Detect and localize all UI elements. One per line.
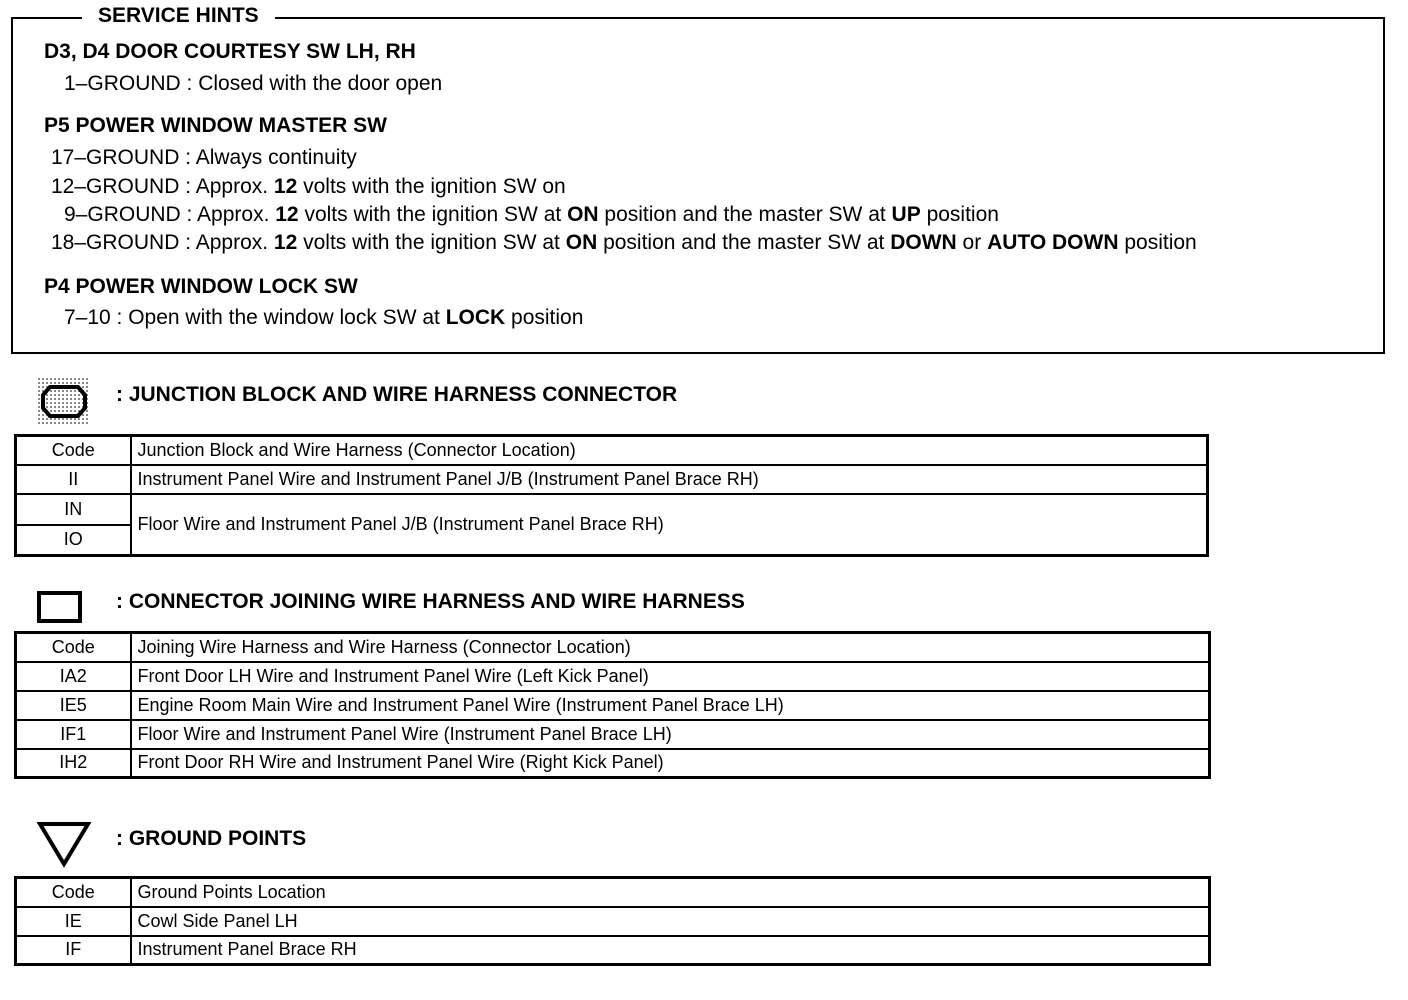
code-cell: II [16,465,131,494]
location-header: Junction Block and Wire Harness (Connector Location) [131,436,1208,465]
location-cell: Floor Wire and Instrument Panel Wire (Instrument Panel Brace LH) [131,720,1210,749]
junction-block-icon [38,378,90,424]
hint-line [51,146,357,170]
hint-text: or [956,231,988,254]
hint-text: 1–GROUND : Closed with the door open [64,72,443,95]
hint-heading-door-courtesy: D3, D4 DOOR COURTESY SW LH, RH [44,40,416,63]
hint-text: 9–GROUND : Approx. [64,203,276,226]
code-header: Code [16,436,131,465]
table-header-row [16,633,1210,662]
hint-text: position and the master SW at [597,231,891,254]
code-cell: IN [16,494,131,525]
hint-text: 18–GROUND : Approx. [51,231,274,254]
table-row [16,494,1208,525]
table-row [16,662,1210,691]
ground-table [14,876,1211,966]
hint-emphasis: ON [565,231,598,254]
table-row [16,465,1208,494]
code-header: Code [16,633,131,662]
junction-table [14,434,1209,557]
code-cell: IH2 [16,749,131,778]
table-row [16,691,1210,720]
hint-emphasis: 12 [273,231,298,254]
code-cell: IF1 [16,720,131,749]
hint-text: position [1118,231,1197,254]
hint-line [64,72,442,96]
hint-emphasis: 12 [275,203,299,226]
code-cell: IA2 [16,662,131,691]
table-header-row [16,878,1210,907]
hint-heading-master-sw: P5 POWER WINDOW MASTER SW [44,114,387,137]
hint-text: volts with the ignition SW at [297,231,566,254]
hint-emphasis: DOWN [890,231,957,254]
hint-text: position and the master SW at [598,203,892,226]
table-row [16,907,1210,936]
hint-text: 7–10 : Open with the window lock SW at [64,306,446,329]
table-row [16,749,1210,778]
location-cell: Engine Room Main Wire and Instrument Panel Wire (Instrument Panel Brace LH) [131,691,1210,720]
hint-emphasis: 12 [273,175,298,198]
ground-triangle-icon [37,820,91,868]
code-header: Code [16,878,131,907]
hint-emphasis: LOCK [445,306,506,329]
hint-heading-lock-sw: P4 POWER WINDOW LOCK SW [44,275,358,298]
hint-line [64,306,583,330]
hint-text: 12–GROUND : Approx. [51,175,274,198]
hint-text: volts with the ignition SW at [298,203,568,226]
hint-emphasis: ON [567,203,599,226]
hint-text: position [505,306,584,329]
location-cell: Cowl Side Panel LH [131,907,1210,936]
code-cell: IO [16,525,131,556]
table-header-row [16,436,1208,465]
hint-text: 17–GROUND : Always continuity [51,146,357,169]
code-cell: IE [16,907,131,936]
hint-line [51,231,1197,255]
joining-legend-title: : CONNECTOR JOINING WIRE HARNESS AND WIRE HARNESS [116,590,745,613]
location-cell: Instrument Panel Brace RH [131,936,1210,965]
location-header: Joining Wire Harness and Wire Harness (Connector Location) [131,633,1210,662]
hint-line [64,203,999,227]
location-cell: Floor Wire and Instrument Panel J/B (Instrument Panel Brace RH) [131,494,1208,556]
table-row [16,936,1210,965]
hint-emphasis: UP [891,203,921,226]
hint-emphasis: AUTO DOWN [987,231,1119,254]
location-cell: Front Door LH Wire and Instrument Panel Wire (Left Kick Panel) [131,662,1210,691]
hint-text: volts with the ignition SW on [297,175,566,198]
joining-table [14,631,1211,779]
code-cell: IF [16,936,131,965]
junction-legend-title: : JUNCTION BLOCK AND WIRE HARNESS CONNECTOR [116,383,678,406]
location-cell: Instrument Panel Wire and Instrument Panel J/B (Instrument Panel Brace RH) [131,465,1208,494]
hint-line [51,175,566,199]
connector-box-icon [37,591,83,625]
location-header: Ground Points Location [131,878,1210,907]
hint-text: position [920,203,999,226]
code-cell: IE5 [16,691,131,720]
service-hints-title: SERVICE HINTS [82,4,275,28]
ground-legend-title: : GROUND POINTS [116,827,307,850]
location-cell: Front Door RH Wire and Instrument Panel Wire (Right Kick Panel) [131,749,1210,778]
table-row [16,720,1210,749]
